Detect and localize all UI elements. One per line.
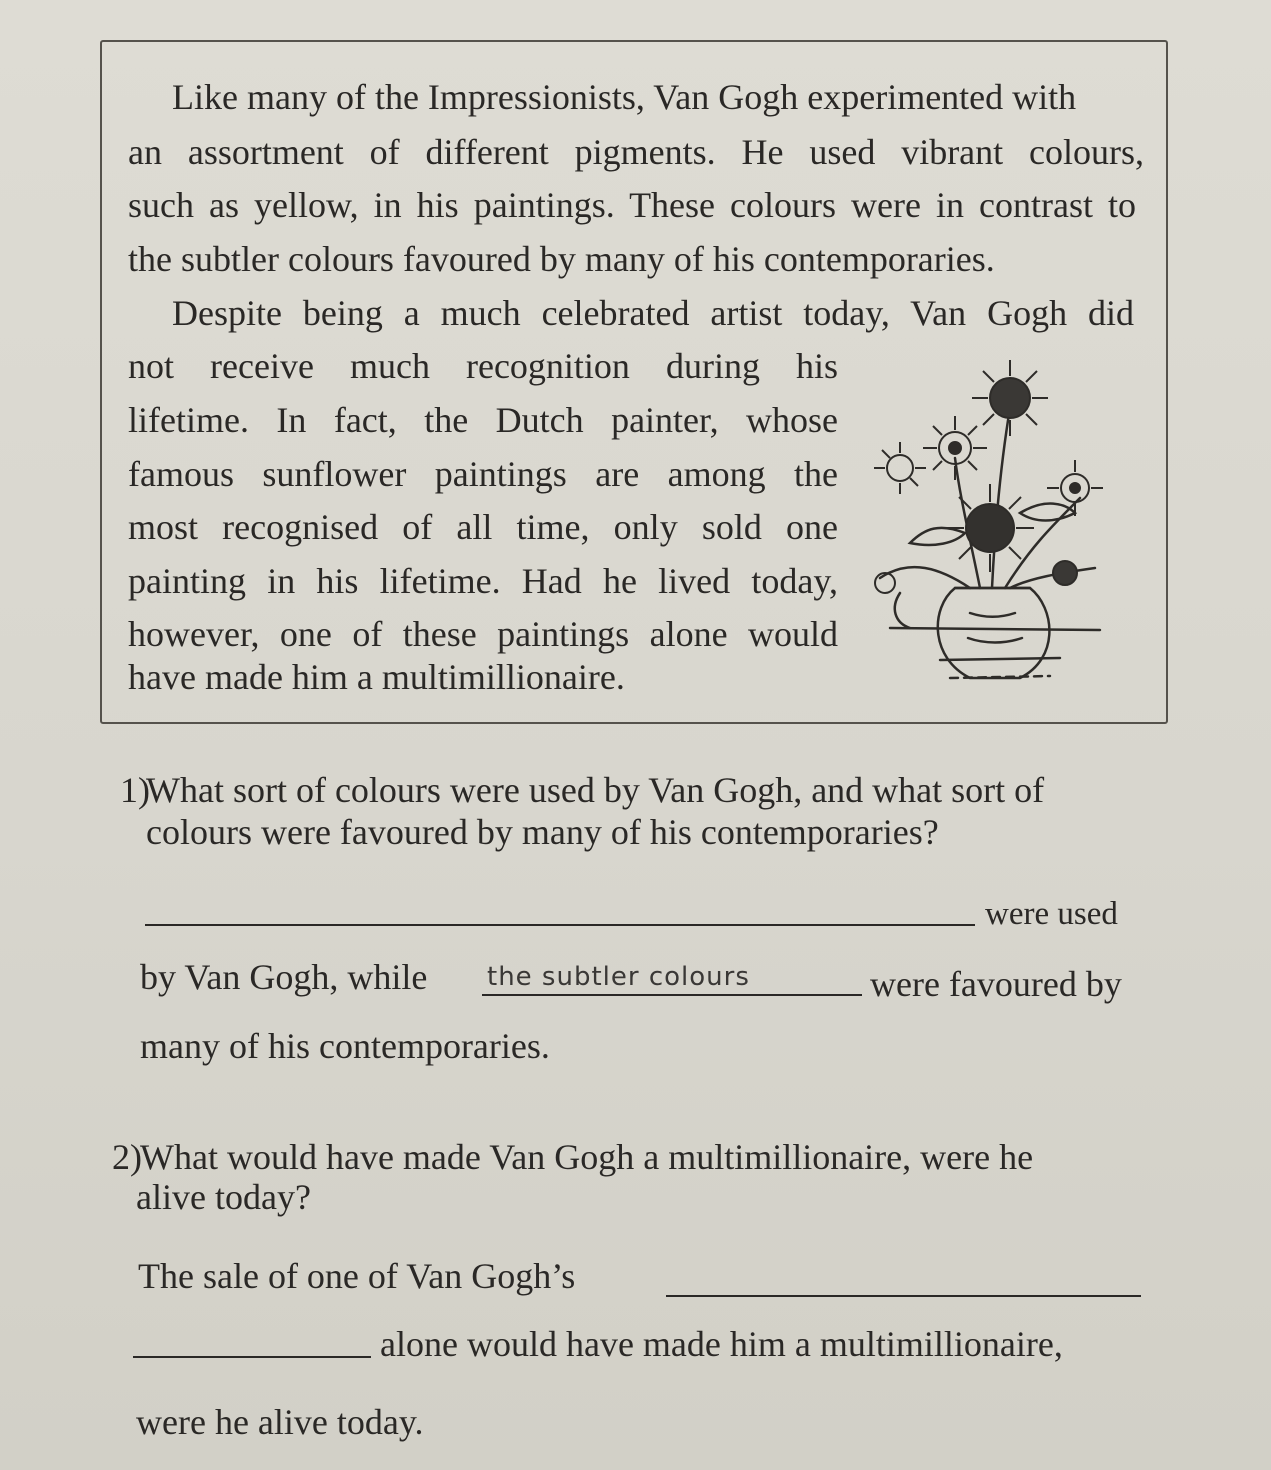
passage-line: an assortment of different pigments. He used vibrant colours, <box>128 132 1144 172</box>
question-2-number: 2) <box>112 1137 142 1177</box>
answer-text: were favoured by <box>870 964 1122 1004</box>
question-1-text: What sort of colours were used by Van Gogh, and what sort of <box>146 770 1045 810</box>
passage-line: such as yellow, in his paintings. These colours were in contrast to <box>128 185 1136 225</box>
question-2-text: alive today? <box>136 1177 311 1217</box>
question-2-text: What would have made Van Gogh a multimillionaire, were he <box>140 1137 1034 1177</box>
passage-line: have made him a multimillionaire. <box>128 657 625 697</box>
question-1-number: 1) <box>120 770 150 810</box>
answer-text: were he alive today. <box>136 1402 424 1442</box>
passage-line: lifetime. In fact, the Dutch painter, whose <box>128 400 838 440</box>
answer-blank[interactable] <box>133 1356 371 1358</box>
answer-blank[interactable] <box>666 1295 1141 1297</box>
passage-line: most recognised of all time, only sold one <box>128 507 838 547</box>
answer-text: The sale of one of Van Gogh’s <box>138 1256 576 1296</box>
sunflower-vase-icon <box>860 338 1122 700</box>
answer-text: many of his contemporaries. <box>140 1026 550 1066</box>
answer-text: alone would have made him a multimillionaire, <box>380 1324 1063 1364</box>
passage-line: famous sunflower paintings are among the <box>128 454 838 494</box>
answer-text: by Van Gogh, while <box>140 957 428 997</box>
passage-line: the subtler colours favoured by many of his contemporaries. <box>128 239 995 279</box>
answer-blank[interactable] <box>482 994 862 996</box>
question-1-text: colours were favoured by many of his contemporaries? <box>146 812 939 852</box>
answer-blank[interactable] <box>145 924 975 926</box>
passage-line: however, one of these paintings alone would <box>128 614 838 654</box>
passage-line: Like many of the Impressionists, Van Gogh experimented with <box>172 77 1077 117</box>
answer-text: were used <box>985 896 1118 932</box>
passage-line: not receive much recognition during his <box>128 346 838 386</box>
passage-line: Despite being a much celebrated artist today, Van Gogh did <box>172 293 1134 333</box>
handwritten-answer: the subtler colours <box>487 962 750 992</box>
passage-line: painting in his lifetime. Had he lived today, <box>128 561 838 601</box>
